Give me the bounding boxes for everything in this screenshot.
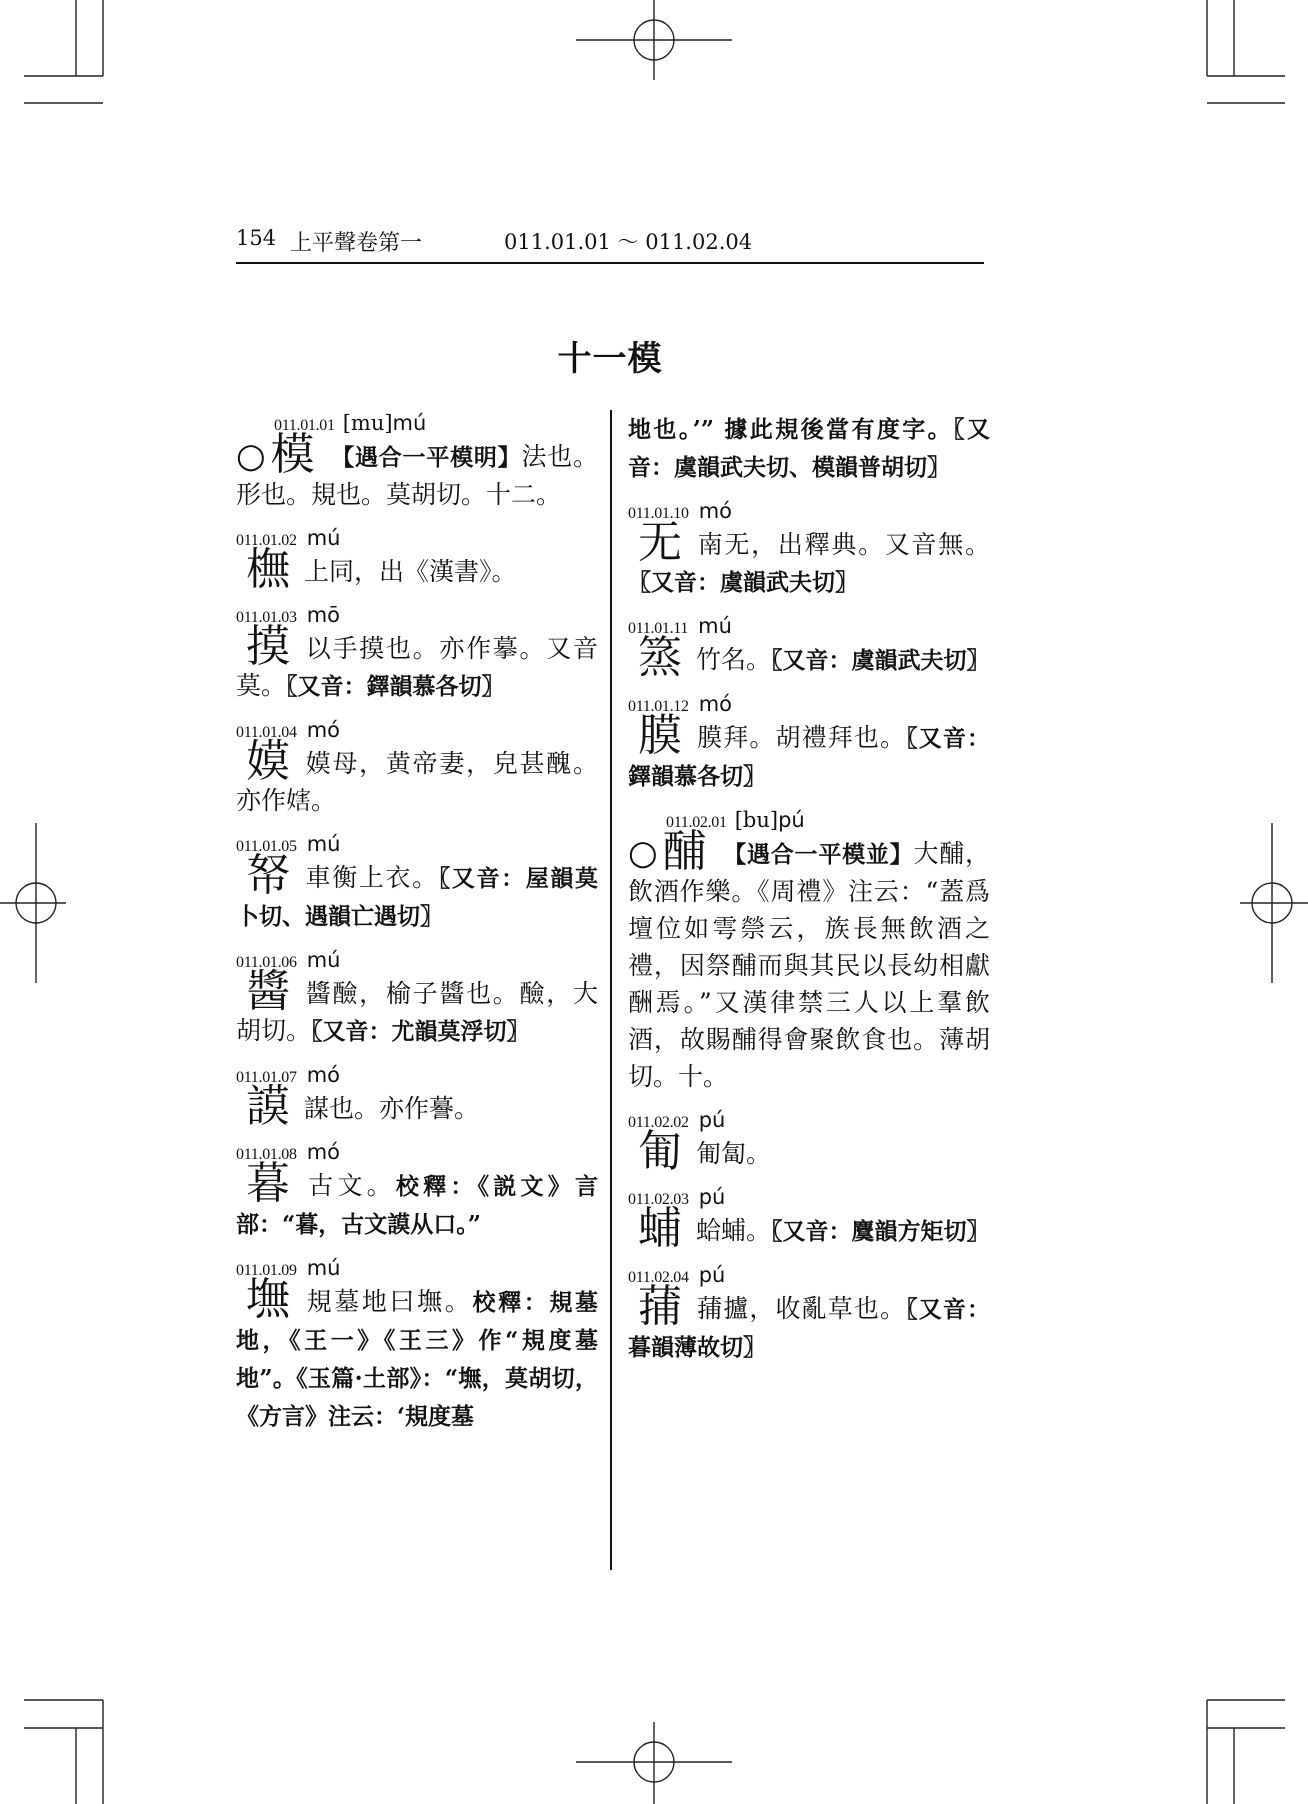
- section-title: 十一模: [557, 339, 663, 379]
- definition: 蒱攎，收亂草也。: [696, 1294, 907, 1323]
- entry-body: [628, 1126, 990, 1177]
- entry-body: [628, 517, 990, 601]
- headword: 匍: [638, 1126, 682, 1177]
- headword: 膜: [638, 710, 682, 761]
- entry-pinyin: pú: [698, 1263, 726, 1287]
- dict-entry: [628, 691, 990, 795]
- entry-pinyin: mó: [306, 718, 341, 742]
- definition: 竹名。: [696, 645, 772, 674]
- entry-id-line: [236, 1255, 598, 1281]
- definition: 謀也。亦作謩。: [304, 1094, 480, 1123]
- entry-id: 011.01.04: [236, 724, 297, 741]
- entry-body: [236, 1081, 598, 1132]
- volume-title: 上平聲卷第一: [290, 231, 423, 256]
- dict-entry: [628, 1107, 990, 1177]
- definition: 嫫母，黄帝妻，皃甚醜。亦作𡟲。: [236, 749, 598, 815]
- definition: 醬醶，榆子醬也。醶，大胡切。: [236, 979, 598, 1045]
- dict-entry: [236, 410, 598, 513]
- right-column: [628, 410, 990, 1378]
- definition: 以手摸也。亦作摹。又音莫。: [236, 634, 598, 700]
- entry-id: 011.02.03: [628, 1191, 689, 1208]
- entry-body: [236, 544, 598, 595]
- alt-reading-note: 〖又音：虞韻武夫切〗: [771, 647, 990, 674]
- dict-entry-continued: [628, 410, 990, 486]
- headword: 暮: [246, 1158, 290, 1209]
- entry-id: 011.01.12: [628, 698, 689, 715]
- entry-body: [628, 632, 990, 683]
- dict-entry: [236, 1062, 598, 1132]
- entry-pinyin: mó: [698, 499, 733, 523]
- headword: 摸: [246, 621, 290, 672]
- entry-initial: [mu]: [342, 411, 393, 435]
- headword: 謨: [246, 1081, 290, 1132]
- entry-body: [628, 710, 990, 795]
- dict-entry: [236, 947, 598, 1050]
- entry-body: [628, 410, 990, 486]
- entry-pinyin: mó: [698, 692, 733, 716]
- entry-id-line: [628, 1262, 990, 1288]
- entry-range: 011.01.01 ～ 011.02.04: [504, 230, 753, 254]
- entry-id: 011.01.05: [236, 838, 297, 855]
- headword: 墲: [246, 1274, 290, 1325]
- headword: 嫫: [246, 736, 290, 787]
- entry-pinyin: mú: [392, 411, 427, 435]
- entry-id-line: [628, 1184, 990, 1210]
- definition: 匍匐。: [696, 1139, 772, 1168]
- entry-body: [628, 1203, 990, 1254]
- entry-body: [236, 429, 598, 513]
- entry-id-line: [236, 602, 598, 628]
- definition: 古文。: [304, 1171, 396, 1200]
- entry-body: [628, 826, 990, 1095]
- entry-id: 011.02.04: [628, 1269, 689, 1286]
- entry-id: 011.01.03: [236, 609, 297, 626]
- dict-entry: [236, 717, 598, 819]
- page-number: 154: [236, 226, 277, 250]
- left-column: [236, 410, 598, 1447]
- entry-pinyin: mó: [306, 1063, 341, 1087]
- entry-id: 011.01.11: [628, 620, 689, 637]
- alt-reading-note: 〖又音：暮韻薄故切〗: [628, 1296, 990, 1361]
- alt-reading-note: 〖又音：鐸韻慕各切〗: [628, 725, 990, 790]
- definition: 車衡上衣。: [304, 863, 439, 892]
- entry-pinyin: mú: [306, 832, 341, 856]
- headword: 帑: [246, 850, 290, 901]
- entry-id: 011.01.02: [236, 532, 297, 549]
- entry-pinyin: mō: [306, 603, 341, 627]
- entry-pinyin: mú: [306, 526, 341, 550]
- entry-body: [236, 621, 598, 705]
- headword: 蒱: [638, 1281, 682, 1332]
- entry-id: 011.01.08: [236, 1146, 297, 1163]
- alt-reading-note: 〖又音：鐸韻慕各切〗: [286, 673, 505, 700]
- definition: 上同，出《漢書》。: [304, 557, 517, 586]
- entry-body: [236, 966, 598, 1050]
- headword: 橅: [246, 544, 290, 595]
- entry-id-line: [628, 1107, 990, 1133]
- entry-pinyin: pú: [698, 1108, 726, 1132]
- headword: 篜: [638, 632, 682, 683]
- definition: 法也。形也。規也。莫胡切。十二。: [236, 442, 598, 509]
- entry-id: 011.01.07: [236, 1069, 297, 1086]
- alt-reading-note: 〖又音：麌韻方矩切〗: [771, 1218, 990, 1245]
- entry-body: [236, 1274, 598, 1435]
- definition: 規墓地曰墲。: [304, 1287, 473, 1316]
- entry-pinyin: pú: [778, 808, 805, 832]
- dict-entry: [628, 613, 990, 683]
- entry-pinyin: mú: [306, 948, 341, 972]
- entry-id: 011.01.09: [236, 1262, 297, 1279]
- entry-id-line: [236, 947, 598, 973]
- definition: 蛤蜅。: [696, 1216, 772, 1245]
- phonological-category: 【遇合一平模並】: [722, 841, 914, 868]
- entry-id: 011.01.10: [628, 505, 689, 522]
- entry-id: 011.02.01: [666, 814, 727, 831]
- headword: 无: [638, 517, 682, 568]
- column-divider: [610, 410, 612, 1570]
- dict-entry: [236, 1139, 598, 1243]
- headword: 醬: [246, 966, 290, 1017]
- collation-note: 校釋：規墓地，《王一》《王三》作“規度墓地”。《玉篇·土部》：“墲，莫胡切，《方言》注云：‘規度墓: [236, 1289, 598, 1430]
- alt-reading-note: 〖又音：屋韻莫卜切、遇韻亡遇切〗: [236, 865, 598, 930]
- alt-reading-note: 〖又音：虞韻武夫切〗: [628, 569, 858, 596]
- dict-entry: [628, 1184, 990, 1254]
- definition: 膜拜。胡禮拜也。: [696, 723, 907, 752]
- definition: 大酺，飲酒作樂。《周禮》注云：“蓋爲壇位如雩禜云，族長無飲酒之禮，因祭酺而與其民以長幼相獻酬焉。”又漢律禁三人以上羣飲酒，故賜酺得會聚飲食也。薄胡切。十。: [628, 839, 990, 1091]
- alt-reading-note: 〖又音：尤韻莫浮切〗: [311, 1018, 530, 1045]
- collation-note-continued: 地也。’” 據此規後當有度字。〖又音：虞韻武夫切、模韻普胡切〗: [628, 416, 990, 481]
- entry-id-line: [236, 717, 598, 743]
- entry-body: [236, 850, 598, 935]
- entry-id-line: [628, 498, 990, 524]
- dict-entry: [236, 602, 598, 705]
- dict-entry: [628, 807, 990, 1095]
- entry-id-line: [236, 1062, 598, 1088]
- entry-initial: [bu]: [734, 808, 779, 832]
- dict-entry: [628, 498, 990, 601]
- rhyme-head-circle: ○: [236, 436, 267, 476]
- entry-pinyin: mú: [698, 614, 732, 638]
- entry-body: [236, 736, 598, 819]
- entry-id: 011.02.02: [628, 1114, 689, 1131]
- dict-entry: [628, 1262, 990, 1366]
- entry-pinyin: mú: [306, 1256, 341, 1280]
- entry-id-line: [236, 831, 598, 857]
- entry-id-line: [236, 1139, 598, 1165]
- entry-body: [628, 1281, 990, 1366]
- entry-id: 011.01.06: [236, 954, 297, 971]
- phonological-category: 【遇合一平模明】: [330, 444, 522, 471]
- entry-pinyin: mó: [306, 1140, 341, 1164]
- entry-id-line: [236, 525, 598, 551]
- entry-body: [236, 1158, 598, 1243]
- collation-note: 校釋：《説文》言部：“暮，古文謨从口。”: [236, 1173, 598, 1238]
- headword: 蜅: [638, 1203, 682, 1254]
- entry-pinyin: pú: [698, 1185, 726, 1209]
- dict-entry: [236, 1255, 598, 1435]
- rhyme-head-circle: ○: [628, 833, 659, 873]
- headword: 酺: [662, 826, 707, 877]
- entry-id: 011.01.01: [274, 417, 335, 434]
- headword: 模: [270, 429, 315, 480]
- running-header: [236, 222, 984, 264]
- dict-entry: [236, 831, 598, 935]
- entry-id-line: [628, 613, 990, 639]
- dict-entry: [236, 525, 598, 595]
- entry-id-line: [628, 691, 990, 717]
- definition: 南无，出釋典。又音無。: [696, 530, 990, 559]
